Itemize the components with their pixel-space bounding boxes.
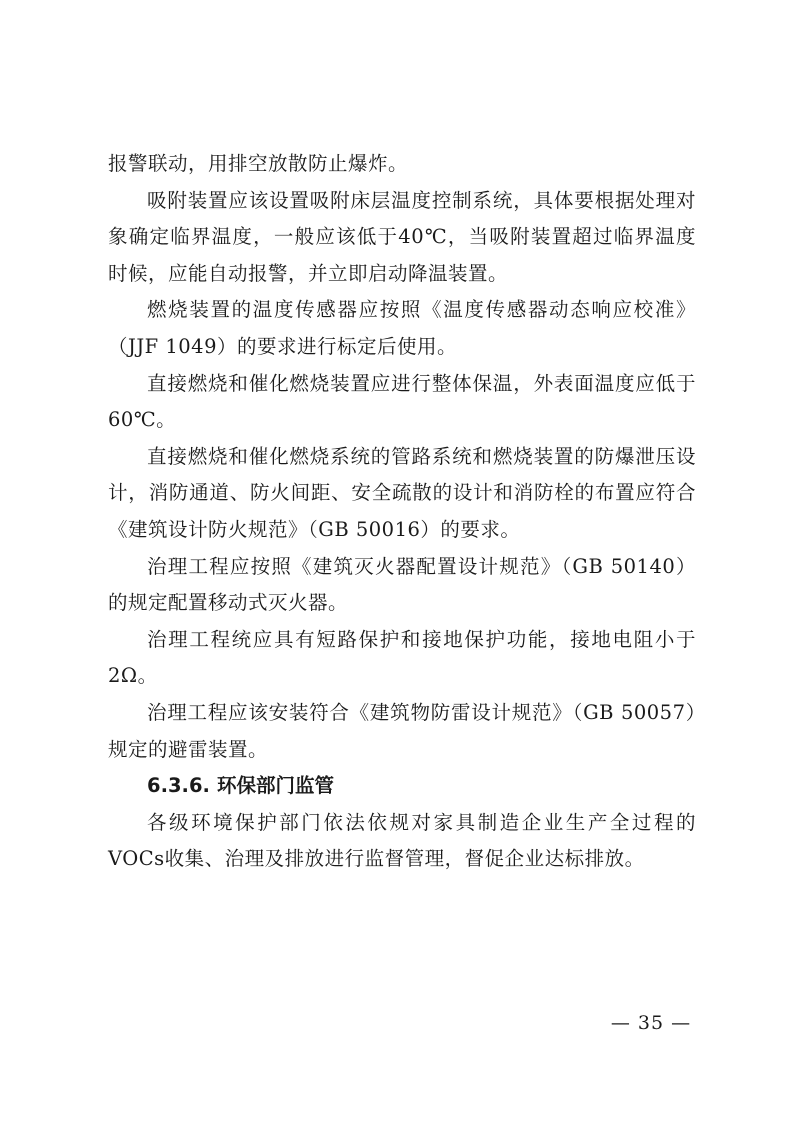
paragraph-supervision: 各级环境保护部门依法依规对家具制造企业生产全过程的VOCs收集、治理及排放进行监督管理，督促企业达标排放。 [108, 810, 696, 871]
paragraph-insulation: 直接燃烧和催化燃烧装置应进行整体保温，外表面温度应低于60℃。 [108, 371, 696, 432]
page-number: — 35 — [610, 1012, 692, 1034]
paragraph-lightning-protection: 治理工程应该安装符合《建筑物防雷设计规范》（GB 50057）规定的避雷装置。 [108, 700, 696, 761]
section-heading [108, 768, 696, 805]
section-number: 6.3.6. [147, 774, 210, 798]
body-text [108, 146, 696, 878]
paragraph-adsorption-temperature: 吸附装置应该设置吸附床层温度控制系统，具体要根据处理对象确定临界温度，一般应该低于40℃，当吸附装置超过临界温度时候，应能自动报警，并立即启动降温装置。 [108, 188, 696, 285]
paragraph-fire-extinguisher: 治理工程应按照《建筑灭火器配置设计规范》（GB 50140）的规定配置移动式灭火器。 [108, 554, 696, 615]
paragraph-explosion-protection: 直接燃烧和催化燃烧系统的管路系统和燃烧装置的防爆泄压设计，消防通道、防火间距、安全疏散的设计和消防栓的布置应符合《建筑设计防火规范》（GB 50016）的要求。 [108, 444, 696, 541]
section-title: 环保部门监管 [217, 774, 335, 798]
paragraph-alarm-linkage: 报警联动，用排空放散防止爆炸。 [108, 152, 409, 175]
paragraph-grounding: 治理工程统应具有短路保护和接地保护功能，接地电阻小于2Ω。 [108, 627, 696, 688]
paragraph-temperature-sensor: 燃烧装置的温度传感器应按照《温度传感器动态响应校准》（JJF 1049）的要求进行标定后使用。 [108, 298, 696, 358]
